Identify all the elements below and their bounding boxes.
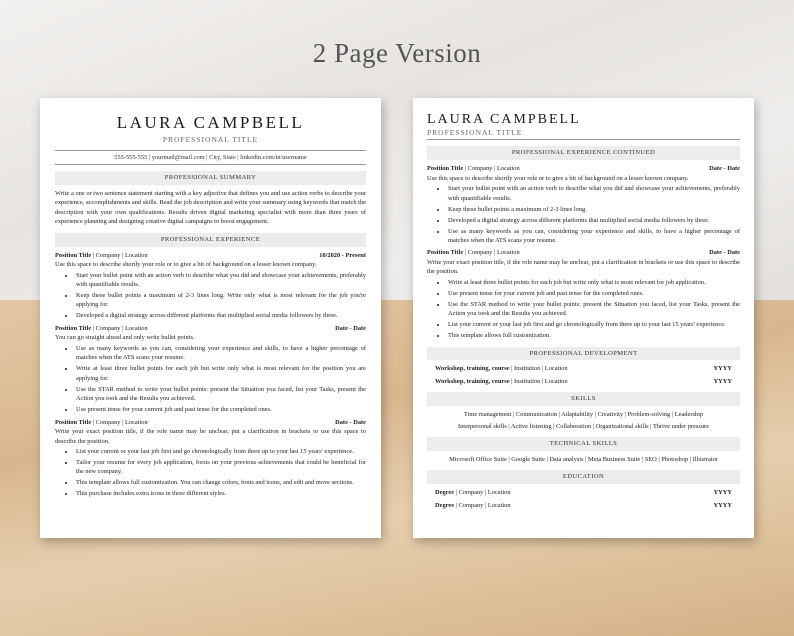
bullet-item: • Developed a digital strategy across different platforms that multiplied social media followers by three. (75, 311, 366, 320)
job-header (427, 164, 740, 173)
contact-line: 555-555-555 | yourmail@mail.com | City, State | linkedin.com/in/username (55, 150, 366, 165)
job-header (55, 418, 366, 427)
job-date: Date - Date (709, 249, 740, 257)
degree-year: YYYY (713, 501, 732, 509)
development-heading: PROFESSIONAL DEVELOPMENT (427, 347, 740, 361)
job-position: Position Title (55, 251, 92, 259)
bullet-item: • Tailor your resume for every job application, focus on your previous achievements that could be beneficial for the new company. (75, 458, 366, 477)
job-position: Position Title (427, 165, 464, 173)
course-year: YYYY (713, 365, 732, 373)
course-name: Workshop, training, course (435, 365, 510, 373)
resume-title: PROFESSIONAL TITLE (162, 134, 259, 144)
degree-name: Degree (435, 501, 455, 509)
experience-heading: PROFESSIONAL EXPERIENCE (55, 233, 366, 247)
bullet-item: • Use as many keywords as you can, considering your experience and skills, to have a higher percentage of matches when the ATS scans your resume. (447, 227, 740, 246)
job-position: Position Title (55, 324, 92, 332)
job-bullets (75, 344, 366, 415)
job-entry (55, 418, 366, 499)
job-description: Write your exact position title, if the role name may be unclear, put a clarification in brackets or use this space to describe the position. (55, 428, 366, 445)
bullet-item: • Start your bullet point with an action verb to describe what you did and showcase your achievements, preferably with quantifiable results. (75, 271, 366, 290)
job-header (55, 324, 366, 333)
job-date: Date - Date (709, 165, 740, 173)
job-date: Date - Date (335, 418, 366, 426)
skills-heading: SKILLS (427, 392, 740, 406)
job-bullets (447, 184, 740, 245)
resume-page-1 (40, 98, 381, 538)
job-header (427, 248, 740, 257)
course-meta: | Institution | Location (509, 377, 568, 385)
job-description: Write your exact position title, if the role name may be unclear, put a clarification in brackets or use this space to describe the position. (427, 258, 740, 276)
summary-text: Write a one or two sentence statement starting with a key adjective that defines you and use action verbs to describe your experience, accomplishments and skills. Read the job description and write your summary using keywords that match the description with your own qualifications. Results driven digital marketing specialist with more than three years of experience planning and designing creative digital campaigns to boost engagement. (55, 190, 366, 226)
resume-title: PROFESSIONAL TITLE (427, 127, 740, 140)
course-meta: | Institution | Location (509, 365, 568, 373)
course-name: Workshop, training, course (435, 377, 510, 385)
job-meta: | Company | Location (91, 251, 148, 259)
job-entry (55, 324, 366, 415)
skills-line: Time management | Communication | Adaptability | Creativity | Problem-solving | Leadership (463, 411, 704, 419)
degree-meta: | Company | Location (454, 501, 511, 509)
bullet-item: • Use present tense for your current job and past tense for the completed ones. (447, 289, 740, 298)
experience-continued-heading: PROFESSIONAL EXPERIENCE CONTINUED (427, 146, 740, 160)
summary-heading: PROFESSIONAL SUMMARY (55, 171, 366, 185)
degree-year: YYYY (713, 489, 732, 497)
job-meta: | Company | Location (463, 249, 520, 257)
degree-name: Degree (435, 489, 455, 497)
job-bullets (75, 447, 366, 499)
skills-line: Interpersonal skills | Active listening | Collaboration | Organizational skills | Thrive under pressure (457, 422, 710, 430)
degree-meta: | Company | Location (454, 489, 511, 497)
bullet-item: • Use the STAR method to write your bullet points: present the Situation you faced, list your Tasks, present the Action you took and the Results you achieved. (447, 300, 740, 319)
bullet-item: • Write at least three bullet points for each job but write only what is most relevant for the position you are applying for. (75, 364, 366, 383)
technical-skills-line: Microsoft Office Suite | Google Suite | Data analysis | Meta Business Suite | SEO | Photoshop | Illustrator (449, 455, 718, 463)
bullet-item: • Use present tense for your current job and past tense for the completed ones. (75, 405, 366, 414)
page-heading: 2 Page Version (312, 38, 482, 68)
education-heading: EDUCATION (427, 470, 740, 484)
job-meta: | Company | Location (91, 418, 148, 426)
bullet-item: • Keep these bullet points a maximum of 2-3 lines long. Write only what is most relevant for the job you're applying for. (75, 291, 366, 310)
education-row (435, 501, 732, 510)
job-date: Date - Date (335, 324, 366, 332)
bullet-item: • Use as many keywords as you can, considering your experience and skills, to have a higher percentage of matches when the ATS scans your resume. (75, 344, 366, 363)
bullet-item: • This template allows full customization. (447, 331, 740, 340)
education-row (435, 488, 732, 497)
development-row (435, 377, 732, 386)
bullet-item: • This purchase includes extra icons in three different styles. (75, 489, 366, 498)
resume-page-2 (413, 98, 754, 538)
technical-skills-heading: TECHNICAL SKILLS (427, 437, 740, 451)
bullet-item: • Write at least three bullet points for each job but write only what is most relevant for job application. (447, 278, 740, 287)
job-description: You can go straight ahead and only write bullet points. (55, 334, 195, 342)
job-meta: | Company | Location (463, 165, 520, 173)
course-year: YYYY (713, 377, 732, 385)
job-description: Use this space to describe shortly your role or to give a bit of background on a lesser known company. (55, 261, 317, 269)
bullet-item: • This template allows full customization. You can change colors, fonts and icons, and edit and move sections. (75, 478, 366, 487)
job-bullets (447, 278, 740, 341)
bullet-item: • List your current or your last job first and go chronologically from there up to your last 15 years' experience. (75, 447, 366, 456)
resume-name: LAURA CAMPBELL (116, 113, 305, 132)
bullet-item: • Developed a digital strategy across different platforms that multiplied social media followers by three. (447, 216, 740, 225)
job-bullets (75, 271, 366, 321)
job-description: Use this space to describe shortly your role or to give a bit of background on a lesser known company. (427, 174, 689, 182)
job-position: Position Title (55, 418, 92, 426)
bullet-item: • Keep these bullet points a maximum of 2-3 lines long. (447, 205, 740, 214)
bullet-item: • Use the STAR method to write your bullet points: present the Situation you faced, list your Tasks, present the Action you took and the Results you achieved. (75, 385, 366, 404)
job-header (55, 251, 366, 260)
development-row (435, 364, 732, 373)
bullet-item: • List your current or your last job first and go chronologically from there up to your last 15 years' experience. (447, 320, 740, 329)
job-meta: | Company | Location (91, 324, 148, 332)
job-date: 10/2020 - Present (319, 251, 366, 259)
job-entry (427, 164, 740, 245)
job-entry (427, 248, 740, 340)
job-position: Position Title (427, 249, 464, 257)
bullet-item: • Start your bullet point with an action verb to describe what you did and showcase your achievements, preferably with quantifiable results. (447, 184, 740, 203)
resume-name: LAURA CAMPBELL (427, 112, 581, 127)
job-entry (55, 251, 366, 321)
